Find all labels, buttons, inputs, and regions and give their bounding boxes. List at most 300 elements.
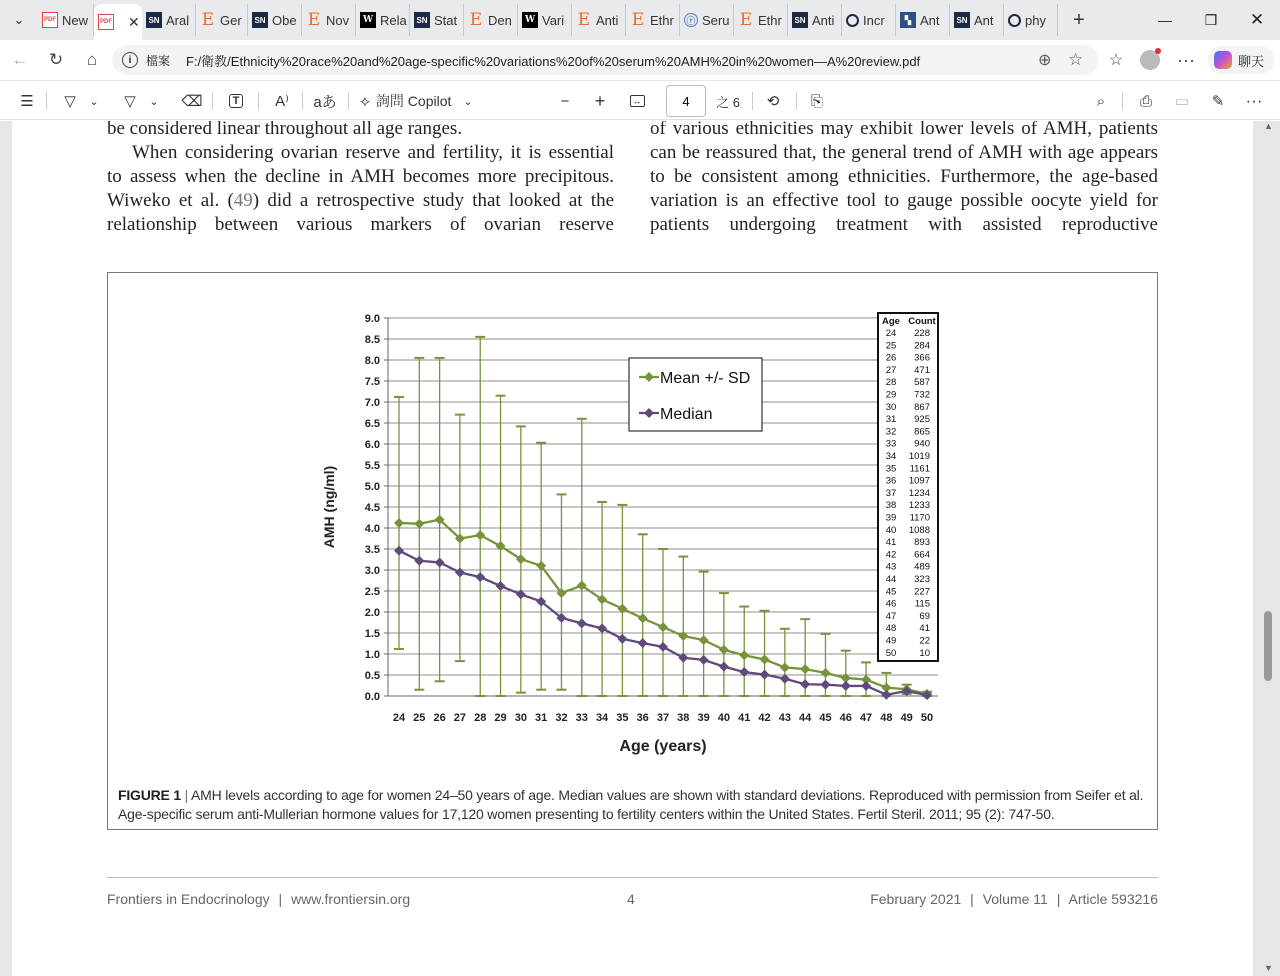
data-point-median — [455, 568, 465, 578]
x-tick-label: 28 — [474, 712, 487, 724]
x-tick-label: 24 — [392, 712, 406, 724]
tab-label: Ger — [220, 12, 242, 28]
draw-dropdown[interactable] — [146, 88, 162, 114]
table-cell-age: 49 — [885, 635, 897, 647]
data-point-mean — [394, 518, 404, 528]
tab[interactable] — [464, 4, 518, 36]
left-text-column — [107, 121, 614, 237]
divider — [302, 92, 303, 110]
zoom-in-button[interactable] — [590, 88, 610, 114]
ask-copilot-label: 詢問 Copilot — [375, 93, 452, 109]
x-tick-label: 45 — [819, 712, 832, 724]
amh-chart — [108, 273, 1159, 773]
caption-text: AMH levels according to age for women 24–50 years of age. Median values are shown with standard deviations. Reproduced with permission from Seifer et al. — [191, 787, 1144, 803]
minus-icon: − — [560, 92, 570, 110]
data-point-mean — [678, 631, 688, 641]
tab[interactable] — [302, 4, 356, 36]
zoom-icon[interactable]: ⊕ — [1038, 52, 1052, 69]
table-cell-age: 32 — [885, 426, 897, 438]
page-footer — [107, 877, 1158, 917]
table-cell-count: 732 — [914, 389, 930, 401]
y-tick-label: 3.0 — [364, 565, 380, 577]
favorites-button[interactable] — [1098, 42, 1134, 78]
table-cell-count: 865 — [914, 426, 930, 438]
tab-label: New — [62, 12, 89, 28]
more-options-button[interactable] — [1242, 88, 1266, 114]
eraser-icon: ⌫ — [181, 93, 203, 110]
x-tick-label: 50 — [920, 712, 934, 724]
more-icon: ··· — [1245, 91, 1263, 110]
favorites-icon: ☆ — [1108, 52, 1124, 69]
legend-label: Mean +/- SD — [660, 370, 751, 387]
copilot-icon — [1214, 51, 1232, 69]
table-cell-age: 42 — [885, 549, 897, 561]
y-tick-label: 7.0 — [364, 397, 380, 409]
text-line: to be consistent among ethnicities. Furthermore, the age-based — [650, 166, 1158, 187]
y-tick-label: 0.5 — [364, 670, 380, 682]
tab-strip — [38, 0, 1058, 40]
table-cell-age: 46 — [885, 598, 897, 610]
data-point-mean — [638, 613, 648, 623]
tab[interactable] — [356, 4, 410, 36]
highlight-dropdown[interactable] — [86, 88, 102, 114]
restore-icon: ❐ — [1204, 11, 1218, 28]
table-cell-count: 228 — [914, 328, 930, 339]
data-point-median — [861, 681, 871, 691]
text-line — [107, 189, 614, 213]
data-point-mean — [739, 650, 749, 660]
caption-separator: | — [184, 787, 189, 803]
y-tick-label: 7.5 — [364, 376, 380, 388]
data-point-mean — [414, 519, 424, 529]
draw-button[interactable] — [118, 88, 142, 114]
table-cell-age: 26 — [885, 352, 897, 364]
data-point-median — [739, 667, 749, 677]
x-tick-label: 35 — [616, 712, 629, 724]
refresh-icon: ↻ — [48, 50, 64, 69]
data-point-median — [699, 655, 709, 665]
tab[interactable] — [680, 4, 734, 36]
address-prefix: 檔案 — [146, 53, 171, 68]
copilot-icon: ⟡ — [360, 92, 370, 110]
data-point-mean — [760, 654, 770, 664]
table-cell-age: 37 — [885, 487, 897, 499]
tab-label: Aral — [166, 12, 190, 28]
y-tick-label: 6.5 — [364, 418, 380, 430]
table-cell-age: 39 — [885, 512, 897, 524]
data-point-mean — [820, 668, 830, 678]
footer-left — [107, 891, 410, 907]
tab[interactable] — [248, 4, 302, 36]
data-point-median — [881, 690, 891, 700]
search-button[interactable] — [1090, 88, 1112, 114]
minimize-button[interactable] — [1142, 0, 1188, 40]
text-line: variation is an effective tool to gauge possible oocyte yield for — [650, 190, 1158, 211]
home-icon: ⌂ — [86, 50, 98, 69]
text-line: of various ethnicities may exhibit lower levels of AMH, patients — [650, 121, 1158, 139]
table-cell-age: 25 — [885, 340, 897, 352]
journal-name: Frontiers in Endocrinology — [107, 891, 270, 907]
c-icon — [846, 14, 859, 27]
notification-dot-icon — [1155, 48, 1161, 54]
divider — [348, 92, 349, 110]
data-point-median — [577, 618, 587, 628]
profile-avatar[interactable] — [1140, 50, 1160, 70]
tab[interactable] — [410, 4, 464, 36]
tab-bar — [0, 0, 1280, 40]
table-cell-age: 28 — [885, 377, 897, 389]
divider — [1122, 92, 1123, 110]
divider — [212, 92, 213, 110]
table-cell-count: 471 — [914, 364, 930, 376]
copilot-chat-button[interactable] — [1208, 46, 1274, 74]
journal-url[interactable]: www.frontiersin.org — [291, 891, 411, 907]
table-cell-age: 43 — [885, 561, 897, 573]
back-button[interactable] — [2, 42, 38, 78]
favorite-star-icon[interactable]: ☆ — [1068, 50, 1084, 69]
erase-button[interactable] — [180, 88, 204, 114]
info-icon[interactable]: i — [122, 52, 138, 68]
page-view-button[interactable] — [806, 88, 828, 114]
x-tick-label: 34 — [595, 712, 609, 724]
new-tab-button[interactable] — [1064, 5, 1094, 35]
tab-actions-button[interactable] — [4, 5, 34, 35]
table-cell-count: 1234 — [908, 487, 930, 499]
pdf-viewer[interactable] — [0, 121, 1280, 976]
home-button[interactable] — [74, 42, 110, 78]
table-cell-age: 35 — [885, 463, 897, 475]
data-point-mean — [658, 622, 668, 632]
x-tick-label: 44 — [799, 712, 812, 724]
data-point-median — [617, 634, 627, 644]
tab-label: Den — [488, 12, 512, 28]
data-point-median — [658, 642, 668, 652]
table-cell-count: 893 — [914, 537, 930, 549]
legend-label: Median — [660, 406, 713, 423]
address-bar-row — [0, 40, 1280, 80]
data-point-median — [496, 581, 506, 591]
y-tick-label: 5.5 — [364, 460, 380, 472]
table-header: Count — [908, 316, 936, 327]
data-point-mean — [475, 530, 485, 540]
close-tab-icon[interactable]: ✕ — [128, 13, 140, 30]
refresh-button[interactable] — [38, 42, 74, 78]
table-cell-age: 33 — [885, 438, 897, 450]
footer-right — [870, 891, 1158, 907]
x-tick-label: 27 — [453, 712, 467, 724]
y-tick-label: 0.0 — [364, 691, 380, 703]
table-cell-count: 1161 — [909, 463, 930, 475]
table-cell-count: 227 — [914, 586, 930, 598]
x-tick-label: 40 — [717, 712, 731, 724]
y-tick-label: 2.5 — [364, 586, 380, 598]
y-tick-label: 1.0 — [364, 649, 380, 661]
y-axis-label: AMH (ng/ml) — [321, 465, 337, 549]
text-line: relationship between various markers of ovarian reserve — [107, 214, 614, 235]
tab-label: Anti — [812, 12, 835, 28]
y-tick-label: 4.0 — [364, 523, 380, 535]
table-cell-count: 41 — [919, 623, 930, 635]
scroll-up-icon[interactable]: ▲ — [1264, 121, 1273, 131]
save-button[interactable] — [1170, 88, 1194, 114]
x-tick-label: 25 — [413, 712, 426, 724]
address-url: F:/衛教/Ethnicity%20race%20and%20age-specific%20variations%20of%20serum%20AMH%20in%20women—A%20review.pdf — [186, 53, 921, 69]
save-as-icon: ✎ — [1211, 93, 1225, 110]
tab-label: Ethr — [650, 12, 674, 28]
table-cell-count: 1170 — [909, 512, 930, 524]
data-point-median — [841, 681, 851, 691]
text-line: to assess when the decline in AMH becomes more precipitous. — [107, 166, 614, 187]
text-box-icon: T — [229, 94, 244, 108]
caption-line: Age-specific serum anti-Mullerian hormone values for 17,120 women presenting to fertility centers within the United States. Fertil Steril. 2011; 95 (2): 747-50. — [118, 806, 1055, 822]
ask-copilot-button[interactable] — [360, 88, 490, 114]
vertical-scrollbar[interactable] — [1262, 121, 1276, 976]
save-as-button[interactable] — [1206, 88, 1230, 114]
divider — [258, 92, 259, 110]
scrollbar-thumb[interactable] — [1264, 611, 1272, 681]
tab-label: Rela — [380, 12, 407, 28]
footer-separator: | — [1056, 891, 1061, 907]
footer-page-number: 4 — [627, 891, 635, 907]
table-cell-age: 27 — [885, 364, 897, 376]
table-cell-age: 29 — [885, 389, 897, 401]
img-icon: ▚ — [900, 12, 916, 28]
data-point-mean — [780, 662, 790, 672]
zoom-out-button[interactable] — [556, 88, 574, 114]
caption-line — [118, 786, 1153, 805]
table-cell-count: 366 — [914, 352, 930, 364]
tab[interactable] — [142, 4, 196, 36]
text-line: be considered linear throughout all age ranges. — [107, 121, 463, 139]
text-line: When considering ovarian reserve and fertility, it is essential — [132, 142, 614, 163]
page-number-input[interactable] — [666, 85, 706, 117]
tab-label: Vari — [542, 12, 565, 28]
table-cell-age: 47 — [885, 610, 897, 622]
tab[interactable] — [626, 4, 680, 36]
table-cell-age: 36 — [885, 475, 897, 487]
table-cell-count: 115 — [914, 598, 930, 610]
table-cell-count: 1233 — [908, 500, 930, 512]
text-fragment: ) did a retrospective study that looked at the — [252, 190, 614, 211]
table-cell-count: 1088 — [908, 524, 930, 536]
table-cell-count: 587 — [914, 377, 930, 389]
table-cell-age: 44 — [885, 574, 897, 585]
data-point-mean — [719, 645, 729, 655]
e-icon: E — [631, 10, 645, 30]
y-tick-label: 8.0 — [364, 355, 380, 367]
table-cell-count: 323 — [914, 574, 930, 585]
tab[interactable] — [788, 4, 842, 36]
table-cell-count: 22 — [919, 635, 930, 647]
data-point-median — [475, 572, 485, 582]
x-tick-label: 33 — [575, 712, 588, 724]
x-tick-label: 38 — [677, 712, 690, 724]
tab-active[interactable] — [94, 4, 142, 40]
pen-icon: ▽ — [124, 93, 136, 110]
print-button[interactable] — [1134, 88, 1158, 114]
page-view-icon: ⎘ — [810, 92, 823, 110]
x-tick-label: 37 — [656, 712, 670, 724]
read-aloud-icon: A⁾ — [275, 93, 289, 110]
data-point-median — [435, 557, 445, 567]
table-cell-age: 38 — [885, 500, 897, 512]
rotate-button[interactable] — [762, 88, 784, 114]
w-icon: W — [360, 12, 376, 28]
add-text-button[interactable] — [224, 88, 248, 114]
minimize-icon: — — [1158, 12, 1172, 28]
pdf-icon: PDF — [98, 14, 114, 30]
text-line: can be reassured that, the general trend of AMH with age appears — [650, 142, 1158, 163]
chevron-down-icon: ⌄ — [463, 95, 473, 108]
tab-label: Seru — [702, 12, 730, 28]
more-icon: ··· — [1177, 49, 1195, 70]
contents-button[interactable] — [16, 88, 38, 114]
table-cell-age: 30 — [885, 401, 897, 413]
table-cell-count: 664 — [914, 549, 930, 561]
pdf-toolbar — [0, 80, 1280, 120]
data-point-median — [597, 623, 607, 633]
fit-width-icon: ↔ — [630, 95, 645, 107]
text-line: patients undergoing treatment with assisted reproductive — [650, 214, 1158, 235]
y-tick-label: 2.0 — [364, 607, 380, 619]
data-point-median — [638, 638, 648, 648]
tab-label: Anti — [596, 12, 619, 28]
tab[interactable] — [734, 4, 788, 36]
scroll-down-icon[interactable]: ▼ — [1264, 963, 1273, 973]
r-icon: ⓡ — [684, 13, 698, 27]
page-total-label: 之 6 — [716, 94, 740, 110]
citation-link[interactable]: 49 — [233, 190, 253, 211]
pdf-icon: PDF — [42, 12, 58, 28]
chat-label: 聊天 — [1238, 53, 1265, 69]
tab[interactable] — [950, 4, 1004, 36]
data-point-median — [820, 680, 830, 690]
table-header: Age — [882, 316, 900, 327]
page-number-value: 4 — [682, 93, 690, 109]
plus-icon: + — [1073, 8, 1085, 31]
table-cell-count: 69 — [919, 610, 930, 622]
fit-width-button[interactable] — [626, 88, 648, 114]
table-cell-count: 1097 — [908, 475, 930, 487]
text-fragment: Wiweko et al. ( — [107, 190, 234, 211]
x-tick-label: 49 — [900, 712, 913, 724]
sn-icon: SN — [792, 12, 808, 28]
article-number: Article 593216 — [1068, 891, 1158, 907]
table-cell-age: 24 — [885, 328, 897, 339]
w-icon: W — [522, 12, 538, 28]
tab-label: Stat — [434, 12, 458, 28]
y-tick-label: 5.0 — [364, 481, 380, 493]
list-icon: ☰ — [20, 93, 34, 110]
y-tick-label: 6.0 — [364, 439, 380, 451]
tab[interactable] — [1004, 4, 1058, 36]
y-tick-label: 8.5 — [364, 334, 380, 346]
search-icon: ⌕ — [1096, 92, 1106, 110]
x-tick-label: 29 — [494, 712, 507, 724]
x-tick-label: 46 — [839, 712, 852, 724]
highlight-button[interactable] — [58, 88, 82, 114]
footer-separator: | — [970, 891, 974, 907]
table-cell-count: 940 — [914, 438, 930, 450]
e-icon: E — [307, 10, 321, 30]
figure-box — [107, 272, 1158, 830]
e-icon: E — [577, 10, 591, 30]
sn-icon: SN — [252, 12, 268, 28]
settings-more-button[interactable] — [1168, 42, 1204, 78]
table-cell-age: 48 — [885, 623, 897, 635]
figure-label: FIGURE 1 — [118, 787, 181, 803]
table-cell-count: 925 — [914, 414, 930, 426]
right-text-column — [650, 121, 1158, 237]
chevron-down-icon: ⌄ — [89, 95, 99, 108]
table-cell-count: 10 — [919, 647, 930, 659]
data-point-median — [760, 670, 770, 680]
data-point-median — [414, 556, 424, 566]
address-input[interactable] — [112, 45, 1098, 75]
divider — [752, 92, 753, 110]
y-tick-label: 1.5 — [364, 628, 380, 640]
table-cell-age: 31 — [885, 414, 897, 426]
tab[interactable] — [572, 4, 626, 36]
table-cell-count: 1019 — [908, 451, 930, 462]
footer-separator: | — [278, 891, 283, 907]
tab-label: Nov — [326, 12, 350, 28]
table-cell-age: 45 — [885, 586, 897, 598]
x-tick-label: 42 — [758, 712, 771, 724]
close-window-button[interactable] — [1234, 0, 1280, 40]
data-point-median — [394, 546, 404, 556]
volume: Volume 11 — [982, 891, 1048, 907]
tab-label: Ethr — [758, 12, 782, 28]
x-tick-label: 26 — [433, 712, 446, 724]
page-total — [714, 88, 742, 114]
translate-icon: aあ — [313, 93, 337, 111]
x-axis-label: Age (years) — [619, 738, 707, 755]
chevron-down-icon: ⌄ — [149, 95, 159, 108]
x-tick-label: 36 — [636, 712, 649, 724]
table-cell-age: 41 — [885, 537, 897, 549]
restore-button[interactable] — [1188, 0, 1234, 40]
back-arrow-icon: ← — [11, 50, 29, 69]
divider — [796, 92, 797, 110]
tab[interactable] — [896, 4, 950, 36]
tab-label: Obe — [272, 12, 297, 28]
table-cell-count: 867 — [914, 401, 930, 413]
tab[interactable] — [38, 4, 94, 36]
x-tick-label: 41 — [738, 712, 751, 724]
translate-button[interactable] — [312, 88, 338, 114]
plus-icon: + — [594, 90, 606, 111]
save-icon: ▭ — [1174, 93, 1190, 110]
table-cell-count: 284 — [914, 340, 930, 352]
data-point-median — [719, 662, 729, 672]
tab[interactable] — [842, 4, 896, 36]
table-cell-age: 50 — [885, 647, 897, 659]
tab[interactable] — [518, 4, 572, 36]
table-cell-age: 40 — [885, 524, 897, 536]
tab[interactable] — [196, 4, 248, 36]
read-aloud-button[interactable] — [270, 88, 294, 114]
rotate-icon: ⟲ — [766, 93, 780, 110]
print-icon: ⎙ — [1139, 92, 1152, 110]
sn-icon: SN — [146, 12, 162, 28]
sn-icon: SN — [414, 12, 430, 28]
x-tick-label: 30 — [514, 712, 527, 724]
figure-caption — [118, 786, 1153, 824]
sn-icon: SN — [954, 12, 970, 28]
e-icon: E — [739, 10, 753, 30]
e-icon: E — [469, 10, 483, 30]
